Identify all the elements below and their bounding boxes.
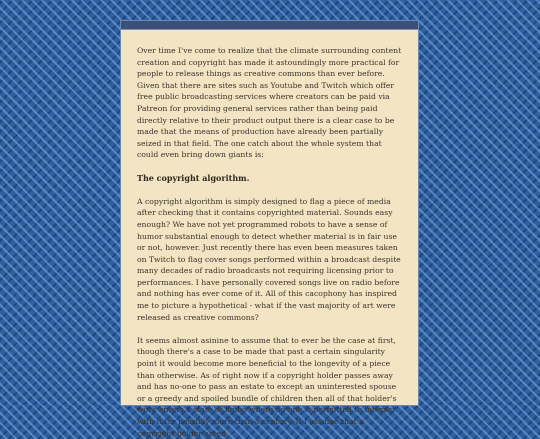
article-body [121,30,418,439]
page-top-bar [121,21,418,30]
article-page [121,21,418,438]
article-paragraph-2: A copyright algorithm is simply designed to flag a piece of media after checking that it contains copyrighted material. Sounds easy enough? We have not yet programmed robots to have a sense of humor substantial enough to detect whether material is in fair use or not, however. Just recently there has even been measures taken on Twitch to flag cover songs performed within a broadcast despite many decades of radio broadcasts not requiring licensing prior to performances. I have personally covered songs live on radio before and nothing has ever come of it. All of this cacophony has inspired me to picture a hypothetical - what if the vast majority of art were released as creative commons? [137,196,401,322]
article-paragraph-1: Over time I've come to realize that the climate surrounding content creation and copyright has made it astoundingly more practical for people to release things as creative commons than ever before. Given that there are sites such as Youtube and Twitch which offer free public broadcasting services where creators can be paid via Patreon for providing general services rather than being paid directly relative to their product output there is a clear case to be made that the means of production have already been partially seized in that field. The one catch about the whole system that could even bring down giants is: [137,46,402,160]
article-heading: The copyright algorithm. [137,172,250,183]
article-paragraph-3: It seems almost asinine to assume that to ever be the case at first, though there's a case to be made that past a certain singularity point it would become more beneficial to the longevity of a piece than otherwise. As of right now if a copyright holder passes away and has no-one to pass an estate to except an uninterested spouse or a greedy and spoiled bundle of children then all of that holder's work enters a state of limbo where no-one is permitted to interact with it for possibly more than a century. If I assume that a copyright holder acted [137,335,397,438]
